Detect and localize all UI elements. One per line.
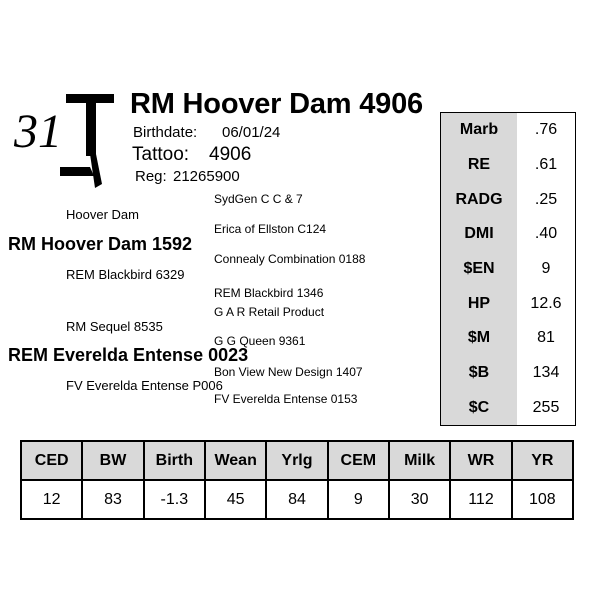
side-epd-row [441,356,575,391]
side-epd-row [441,321,575,356]
pedigree-dam: REM Everelda Entense 0023 [8,345,249,365]
reg-label: Reg: [135,168,167,185]
side-epd-value: 81 [537,329,555,347]
pedigree-sire-dam-dam: REM Blackbird 1346 [214,286,324,300]
epd-value-row [21,480,573,519]
side-epd-label: $EN [441,252,517,287]
side-epd-row [441,286,575,321]
side-epd-label: $M [441,321,517,356]
side-epd-value: 255 [532,398,560,416]
pedigree-dam-sire-sire: G A R Retail Product [214,305,325,319]
epd-value-cell: 12 [21,480,82,519]
pedigree-dam-sire: RM Sequel 8535 [66,319,163,334]
side-epd-row [441,217,575,252]
birthdate-label: Birthdate: [133,124,198,141]
epd-value-cell: 83 [82,480,143,519]
pedigree-dam-dam-sire: Bon View New Design 1407 [214,365,363,379]
pedigree-sire-sire: Hoover Dam [66,207,139,222]
side-epd-table [440,112,576,426]
side-epd-label: Marb [441,113,517,148]
side-epd-label: HP [441,286,517,321]
side-epd-value: .61 [534,156,558,173]
side-epd-value: .25 [534,190,558,208]
epd-value-cell: 30 [389,480,450,519]
side-epd-label: $B [441,356,517,391]
pedigree-dam-dam-dam: FV Everelda Entense 0153 [214,392,358,406]
side-epd-label: RE [441,148,517,183]
side-epd-row [441,182,575,217]
pedigree-sire: RM Hoover Dam 1592 [8,234,193,254]
epd-header-cell: YR [512,441,573,480]
tattoo-label: Tattoo: [132,144,190,165]
pedigree-sire-dam-sire: Connealy Combination 0188 [214,252,366,266]
side-epd-value: 12.6 [530,294,562,312]
epd-value-cell: 84 [266,480,327,519]
pedigree-sire-sire-sire: SydGen C C & 7 [214,192,303,206]
epd-header-cell: CED [21,441,82,480]
epd-header-row [21,441,573,480]
side-epd-row [441,113,575,148]
epd-header-cell: CEM [328,441,389,480]
birthdate-value: 06/01/24 [222,124,281,141]
bottom-epd-table [20,440,574,520]
epd-header-cell: BW [82,441,143,480]
epd-header-cell: Wean [205,441,266,480]
brand-number: 31 [14,105,62,158]
side-epd-row [441,390,575,425]
tattoo-value: 4906 [209,144,252,165]
epd-value-cell: -1.3 [144,480,205,519]
side-epd-value: 134 [532,364,560,382]
epd-header-cell: Milk [389,441,450,480]
side-epd-row [441,252,575,287]
brand-mark-icon [60,92,120,192]
side-epd-label: $C [441,390,517,425]
epd-header-cell: Birth [144,441,205,480]
side-epd-label: DMI [441,217,517,252]
pedigree-dam-sire-dam: G G Queen 9361 [214,334,306,348]
pedigree-dam-dam: FV Everelda Entense P006 [66,378,223,393]
epd-value-cell: 45 [205,480,266,519]
pedigree-sire-dam: REM Blackbird 6329 [66,267,185,282]
side-epd-value: .76 [534,121,558,139]
side-epd-label: RADG [441,182,517,217]
epd-value-cell: 108 [512,480,573,519]
epd-value-cell: 112 [450,480,511,519]
epd-header-cell: Yrlg [266,441,327,480]
side-epd-value: 9 [541,260,551,278]
epd-header-cell: WR [450,441,511,480]
epd-value-cell: 9 [328,480,389,519]
animal-name: RM Hoover Dam 4906 [130,88,423,120]
reg-value: 21265900 [173,168,240,185]
pedigree-sire-sire-dam: Erica of Ellston C124 [214,222,327,236]
side-epd-value: .40 [534,225,558,243]
side-epd-row [441,148,575,183]
